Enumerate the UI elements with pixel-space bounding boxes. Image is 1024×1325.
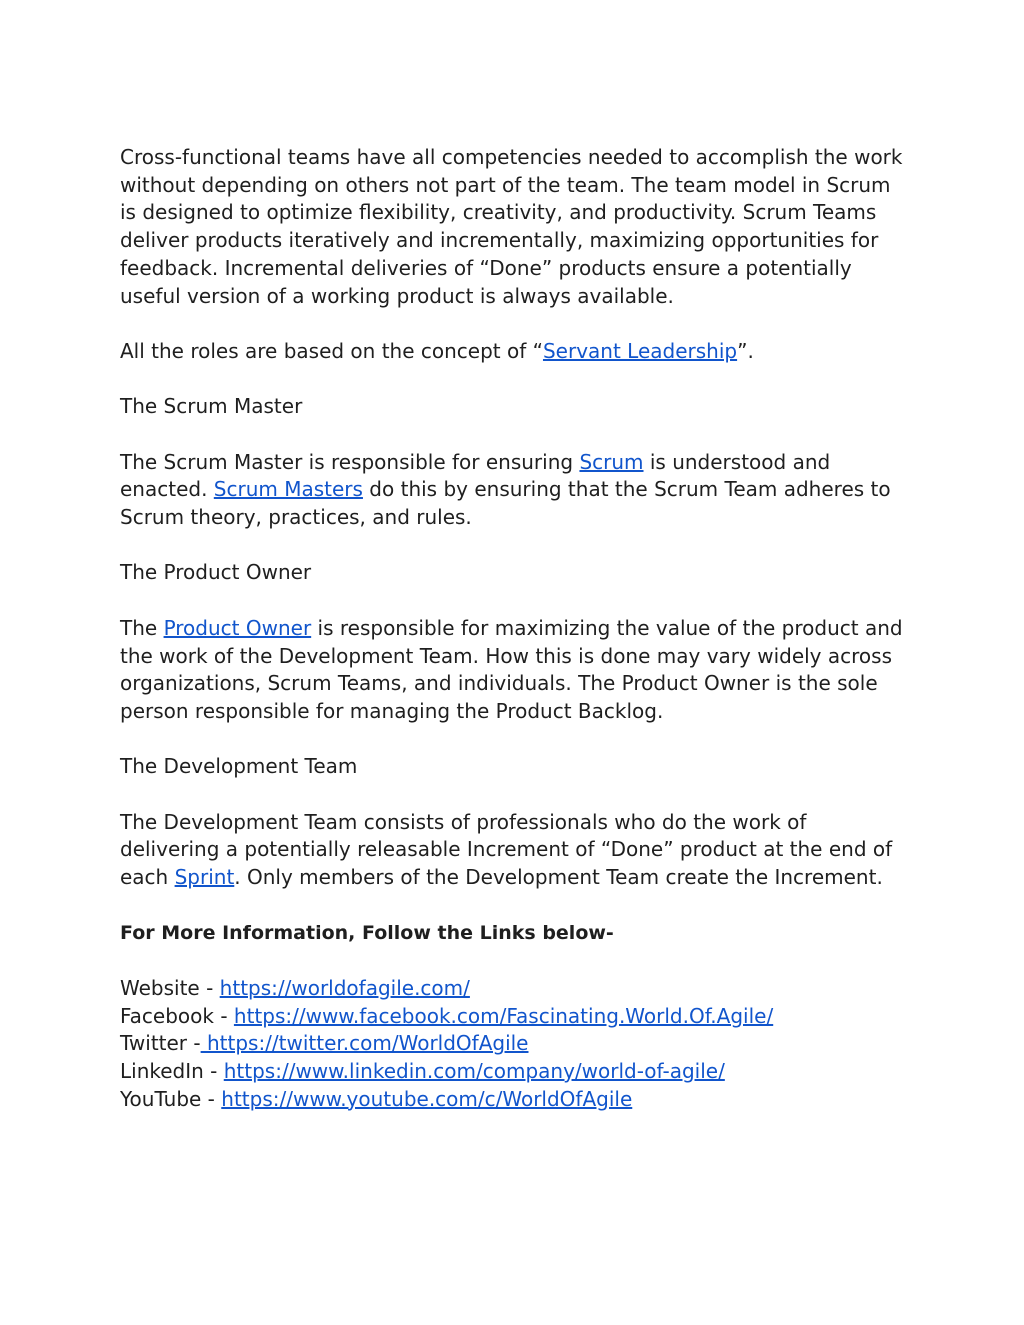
contact-youtube [120,1086,910,1114]
product-owner-link[interactable]: Product Owner [163,615,312,640]
spacer [120,366,910,394]
spacer [120,532,910,560]
contact-list [120,975,910,1114]
development-team-text-2: . Only members of the Development Team create the Increment. [234,865,883,890]
scrum-master-paragraph [120,449,910,532]
contact-label: Twitter - [120,1031,201,1056]
product-owner-text-2: is responsible for maximizing the value of the product and the work of the Development Team. How this is done may vary widely across organizations, Scrum Teams, and individuals. The Product Owner is the sole person responsible for managing the Product Backlog. [120,615,903,723]
more-info-heading: For More Information, Follow the Links below- [120,921,614,944]
contact-facebook [120,1003,910,1031]
scrum-master-text-3: do this by ensuring that the Scrum Team adheres to Scrum theory, practices, and rules. [120,477,891,530]
spacer [120,587,910,615]
contact-label: LinkedIn - [120,1059,224,1084]
scrum-masters-link[interactable]: Scrum Masters [213,477,363,502]
scrum-master-text-1: The Scrum Master is responsible for ensuring [120,449,580,474]
development-team-heading: The Development Team [120,754,358,779]
product-owner-text-1: The [120,615,164,640]
youtube-link[interactable]: https://www.youtube.com/c/WorldOfAgile [221,1086,633,1111]
intro-paragraph: Cross-functional teams have all competencies needed to accomplish the work without depending on others not part of the team. The team model in Scrum is designed to optimize flexibility, creativity, and productivity. Scrum Teams deliver products iteratively and incrementally, maximizing opportunities for feedback. Incremental deliveries of “Done” products ensure a potentially useful version of a working product is always available. [120,145,903,308]
spacer [120,781,910,809]
contact-twitter [120,1030,910,1058]
contact-website [120,975,910,1003]
document-page [120,144,910,1113]
roles-paragraph [120,338,910,366]
roles-suffix: ”. [737,338,754,363]
development-team-paragraph [120,809,910,892]
scrum-link[interactable]: Scrum [579,449,644,474]
spacer [120,947,910,975]
scrum-master-heading: The Scrum Master [120,394,303,419]
product-owner-heading: The Product Owner [120,560,312,585]
sprint-link[interactable]: Sprint [174,865,235,890]
contact-linkedin [120,1058,910,1086]
contact-label: Facebook - [120,1003,234,1028]
spacer [120,310,910,338]
servant-leadership-link[interactable]: Servant Leadership [542,338,738,363]
facebook-link[interactable]: https://www.facebook.com/Fascinating.World.Of.Agile/ [233,1003,774,1028]
scrum-master-text-2: is understood and enacted. [120,449,831,502]
contact-label: YouTube - [120,1086,222,1111]
linkedin-link[interactable]: https://www.linkedin.com/company/world-of-agile/ [223,1059,725,1084]
spacer [120,421,910,449]
contact-label: Website - [120,975,220,1000]
spacer [120,892,910,920]
twitter-link[interactable]: https://twitter.com/WorldOfAgile [200,1031,529,1056]
spacer [120,726,910,754]
website-link[interactable]: https://worldofagile.com/ [219,975,470,1000]
product-owner-paragraph [120,615,910,726]
roles-prefix: All the roles are based on the concept of “ [120,338,543,363]
development-team-text-1: The Development Team consists of professionals who do the work of delivering a potentially releasable Increment of “Done” product at the end of each [120,809,893,890]
